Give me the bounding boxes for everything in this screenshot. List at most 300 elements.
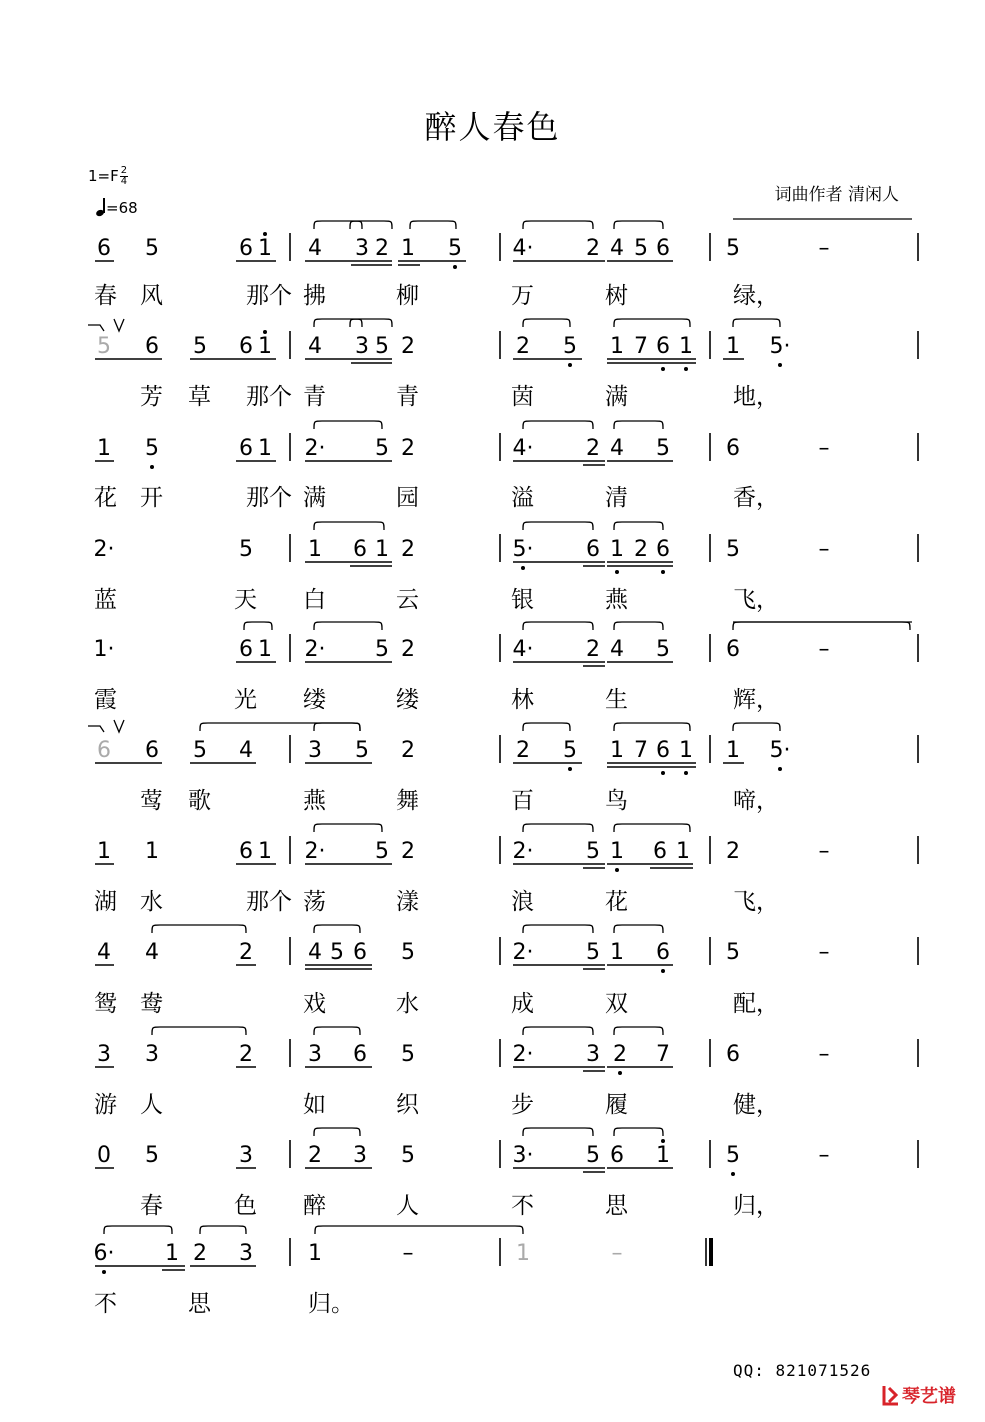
score-note: 5 xyxy=(656,637,670,662)
octave-dot-high xyxy=(263,330,267,334)
key-text: 1=F xyxy=(88,167,119,185)
slur xyxy=(523,622,593,630)
score-note: 3 xyxy=(308,1042,322,1067)
score-note: 4· xyxy=(512,436,534,461)
lyric-text: 百 xyxy=(511,788,534,814)
score-note: 1 xyxy=(97,436,111,461)
lyric-text: 鸟 xyxy=(605,788,628,814)
score-note: 6 xyxy=(145,738,159,763)
score-note: 2 xyxy=(613,1042,627,1067)
slur xyxy=(614,824,690,832)
score-note: 6 xyxy=(353,537,367,562)
score-note: – xyxy=(818,436,830,461)
score-note: 4 xyxy=(610,637,624,662)
score-note: 5 xyxy=(448,236,462,261)
score-note: 4· xyxy=(512,236,534,261)
score-note: 4 xyxy=(610,436,624,461)
score-note: 6 xyxy=(353,940,367,965)
score-note: – xyxy=(818,537,830,562)
score-note: 5 xyxy=(401,1042,415,1067)
score-note: 1 xyxy=(97,839,111,864)
score-note: 2 xyxy=(726,839,740,864)
score-note: 5 xyxy=(145,436,159,461)
song-title: 醉人春色 xyxy=(424,108,561,146)
score-note: 6 xyxy=(656,738,670,763)
lyric-text: 拂 xyxy=(303,283,326,309)
lyric-text: 银 xyxy=(511,587,534,613)
score-note: 2· xyxy=(512,940,534,965)
slur xyxy=(350,319,392,327)
score-note: 5· xyxy=(512,537,534,562)
slur xyxy=(523,1128,593,1136)
lyric-text: 燕 xyxy=(605,587,628,613)
slur xyxy=(733,723,780,731)
lyric-text: 成 xyxy=(511,991,534,1017)
score-note: 5 xyxy=(145,236,159,261)
score-note: 5 xyxy=(375,334,389,359)
score-note: 2· xyxy=(512,839,534,864)
lyric-text: 那个 xyxy=(246,889,292,915)
lyric-text: 配， xyxy=(733,991,779,1017)
score-note: 5 xyxy=(726,236,740,261)
score-note: – xyxy=(818,637,830,662)
score-note: 3 xyxy=(97,1042,111,1067)
lyric-text: 云 xyxy=(396,587,419,613)
score-note: 5 xyxy=(586,839,600,864)
lyric-text: 人 xyxy=(396,1193,419,1219)
score-note: 2 xyxy=(586,637,600,662)
score-note: 3 xyxy=(308,738,322,763)
slur xyxy=(733,622,910,630)
score-note: 6 xyxy=(97,236,111,261)
lyric-text: 履 xyxy=(605,1092,628,1118)
logo-text: 琴艺谱 xyxy=(902,1386,956,1407)
score-note: 5 xyxy=(586,1143,600,1168)
lyric-text: 缕 xyxy=(396,687,419,713)
score-note: 2 xyxy=(401,839,415,864)
score-note: – xyxy=(818,839,830,864)
score-note: 5 xyxy=(726,940,740,965)
score-note: 5 xyxy=(375,839,389,864)
lyric-text: 那个 xyxy=(246,384,292,410)
slur xyxy=(614,723,690,731)
octave-dot-low xyxy=(778,363,782,367)
score-note: 5 xyxy=(97,334,111,359)
score-note: 6 xyxy=(239,236,253,261)
score-note: 3 xyxy=(145,1042,159,1067)
slur xyxy=(314,723,360,731)
lyric-text: 柳 xyxy=(396,283,419,309)
score-note: 1 xyxy=(258,334,272,359)
lyric-text: 双 xyxy=(605,991,628,1017)
lyric-text: 春 xyxy=(94,283,117,309)
score-note: 2 xyxy=(239,1042,253,1067)
octave-dot-high xyxy=(263,232,267,236)
lyric-text: 风 xyxy=(140,283,163,309)
octave-dot-low xyxy=(615,868,619,872)
slur xyxy=(523,421,593,429)
score-note: 4 xyxy=(145,940,159,965)
score-note: 1 xyxy=(726,334,740,359)
score-note: 2 xyxy=(401,637,415,662)
lyric-text: 天 xyxy=(234,587,257,613)
score-note: 7 xyxy=(656,1042,670,1067)
octave-dot-low xyxy=(521,566,525,570)
score-note: 2 xyxy=(308,1143,322,1168)
slur xyxy=(152,925,246,933)
score-note: 6 xyxy=(97,738,111,763)
slur xyxy=(314,319,362,327)
octave-dot-low xyxy=(661,771,665,775)
score-note: 5 xyxy=(401,940,415,965)
octave-dot-high xyxy=(661,1139,665,1143)
score-note: 6 xyxy=(239,637,253,662)
lyric-text: 地， xyxy=(733,384,779,410)
score-note: 7 xyxy=(634,738,648,763)
slur xyxy=(614,925,663,933)
lyric-text: 水 xyxy=(396,991,419,1017)
score-note: 4 xyxy=(308,236,322,261)
lyric-text: 那个 xyxy=(246,283,292,309)
octave-dot-low xyxy=(615,570,619,574)
lyric-text: 归， xyxy=(733,1193,779,1219)
breath-mark xyxy=(88,726,104,732)
slur xyxy=(315,1226,523,1234)
slur xyxy=(523,925,593,933)
lyric-text: 生 xyxy=(605,687,628,713)
score-note: 2· xyxy=(304,839,326,864)
score-note: 3· xyxy=(512,1143,534,1168)
score-note: 4 xyxy=(308,940,322,965)
score-note: 7 xyxy=(634,334,648,359)
lyric-text: 满 xyxy=(605,384,628,410)
slur xyxy=(314,421,382,429)
lyric-text: 那个 xyxy=(246,485,292,511)
slur xyxy=(244,622,272,630)
lyric-text: 飞， xyxy=(733,587,779,613)
lyric-text: 林 xyxy=(511,687,534,713)
lyric-text: 光 xyxy=(234,687,257,713)
slur xyxy=(152,1027,246,1035)
slur xyxy=(614,622,663,630)
lyric-text: 香， xyxy=(733,485,779,511)
lyric-text: 如 xyxy=(303,1092,326,1118)
slur xyxy=(314,1027,360,1035)
lyric-text: 蓝 xyxy=(94,587,117,613)
score-note: 1 xyxy=(308,537,322,562)
slur xyxy=(314,824,382,832)
score-note: 1 xyxy=(610,334,624,359)
score-note: 3 xyxy=(355,236,369,261)
lyric-text: 青 xyxy=(396,384,419,410)
score-note: 1 xyxy=(610,940,624,965)
score-note: 2· xyxy=(304,436,326,461)
slur xyxy=(200,1226,246,1234)
lyric-text: 漾 xyxy=(396,889,419,915)
score-note: 2 xyxy=(401,334,415,359)
lyric-text: 荡 xyxy=(303,889,326,915)
lyric-text: 健， xyxy=(733,1092,779,1118)
score-note: 1 xyxy=(679,334,693,359)
octave-dot-low xyxy=(684,771,688,775)
score-note: 3 xyxy=(353,1143,367,1168)
score-note: 5 xyxy=(193,738,207,763)
score-note: 2 xyxy=(375,236,389,261)
score-note: 1 xyxy=(258,436,272,461)
lyric-text: 青 xyxy=(303,384,326,410)
lyric-text: 白 xyxy=(303,587,326,613)
lyric-text: 花 xyxy=(605,889,628,915)
score-note: 1· xyxy=(93,637,115,662)
score-note: 3 xyxy=(355,334,369,359)
octave-dot-low xyxy=(568,767,572,771)
lyric-text: 辉， xyxy=(733,687,779,713)
breath-mark xyxy=(88,325,104,331)
score-note: 5 xyxy=(563,334,577,359)
lyric-text: 人 xyxy=(140,1092,163,1118)
score-note: 1 xyxy=(679,738,693,763)
score-note: 6 xyxy=(656,940,670,965)
score-note: 1 xyxy=(726,738,740,763)
lyric-text: 色 xyxy=(234,1193,257,1219)
slur xyxy=(614,1027,663,1035)
slur xyxy=(350,221,392,229)
score-note: 2· xyxy=(512,1042,534,1067)
score-note: 2 xyxy=(516,738,530,763)
score-note: 2· xyxy=(304,637,326,662)
score-note: 5 xyxy=(355,738,369,763)
score-note: – xyxy=(818,1143,830,1168)
score-note: – xyxy=(818,940,830,965)
lyric-text: 缕 xyxy=(303,687,326,713)
lyric-text: 溢 xyxy=(511,485,534,511)
slur xyxy=(523,1027,593,1035)
lyric-text: 开 xyxy=(140,485,163,511)
score-note: 2 xyxy=(239,940,253,965)
lyric-text: 舞 xyxy=(396,788,419,814)
score-note: 6 xyxy=(726,1042,740,1067)
site-logo xyxy=(880,1380,975,1410)
score-note: 1 xyxy=(258,236,272,261)
octave-dot-low xyxy=(568,363,572,367)
score-note: 2 xyxy=(401,436,415,461)
qq-contact: QQ: 821071526 xyxy=(733,1361,872,1380)
score-note: 1 xyxy=(258,839,272,864)
score-note: 1 xyxy=(610,839,624,864)
lyric-text: 园 xyxy=(396,485,419,511)
score-note: 5 xyxy=(401,1143,415,1168)
score-note: 6 xyxy=(239,334,253,359)
lyric-text: 思 xyxy=(188,1291,211,1317)
lyric-text: 树 xyxy=(605,283,628,309)
time-bottom: 4 xyxy=(120,176,128,187)
score-note: 4 xyxy=(610,236,624,261)
score-note: 5 xyxy=(375,637,389,662)
slur xyxy=(523,319,570,327)
octave-dot-low xyxy=(150,465,154,469)
lyric-text: 燕 xyxy=(303,788,326,814)
composer-credit: 词曲作者 清闲人 xyxy=(774,185,899,205)
score-note: 1 xyxy=(165,1241,179,1266)
score-note: 1 xyxy=(375,537,389,562)
lyric-text: 万 xyxy=(511,283,534,309)
score-note: 4· xyxy=(512,637,534,662)
score-note: – xyxy=(611,1241,623,1266)
lyric-text: 思 xyxy=(605,1193,628,1219)
time-top: 2 xyxy=(120,165,128,176)
score-note: 5 xyxy=(375,436,389,461)
score-note: 4 xyxy=(97,940,111,965)
octave-dot-low xyxy=(661,367,665,371)
score-note: 2 xyxy=(193,1241,207,1266)
logo-icon xyxy=(880,1380,975,1410)
octave-dot-low xyxy=(661,969,665,973)
slur xyxy=(523,221,593,229)
score-note: 1 xyxy=(516,1241,530,1266)
lyric-text: 芳 xyxy=(140,384,163,410)
score-note: 2· xyxy=(93,537,115,562)
lyric-text: 鸯 xyxy=(140,991,163,1017)
lyric-text: 游 xyxy=(94,1092,117,1118)
score-note: 5 xyxy=(193,334,207,359)
lyric-text: 鸳 xyxy=(94,991,117,1017)
score-note: 5 xyxy=(145,1143,159,1168)
score-note: 2 xyxy=(401,738,415,763)
lyric-text: 不 xyxy=(94,1291,117,1317)
slur xyxy=(614,1128,663,1136)
octave-dot-low xyxy=(684,367,688,371)
slur xyxy=(523,723,570,731)
lyric-text: 不 xyxy=(511,1193,534,1219)
breath-v-mark xyxy=(114,720,124,732)
lyric-text: 醉 xyxy=(303,1193,326,1219)
score-note: 1 xyxy=(656,1143,670,1168)
score-note: 5 xyxy=(726,1143,740,1168)
score-note: 1 xyxy=(401,236,415,261)
lyric-text: 春 xyxy=(140,1193,163,1219)
score-note: 6 xyxy=(726,436,740,461)
score-note: 6 xyxy=(610,1143,624,1168)
slur xyxy=(614,221,663,229)
score-note: 1 xyxy=(610,537,624,562)
slur xyxy=(200,723,360,731)
slur xyxy=(614,421,663,429)
score-note: 1 xyxy=(676,839,690,864)
octave-dot-low xyxy=(618,1071,622,1075)
score-note: 6 xyxy=(656,334,670,359)
score-note: 0 xyxy=(97,1143,111,1168)
score-note: 3 xyxy=(586,1042,600,1067)
score-note: 1 xyxy=(308,1241,322,1266)
lyric-text: 莺 xyxy=(140,788,163,814)
score-note: 5 xyxy=(586,940,600,965)
slur xyxy=(410,221,456,229)
score-note: 6 xyxy=(239,436,253,461)
score-note: 5 xyxy=(563,738,577,763)
score-note: 6 xyxy=(656,537,670,562)
lyric-text: 戏 xyxy=(303,991,326,1017)
slur xyxy=(523,824,593,832)
score-note: 4 xyxy=(239,738,253,763)
score-note: 5 xyxy=(239,537,253,562)
score-note: 4 xyxy=(308,334,322,359)
lyric-text: 满 xyxy=(303,485,326,511)
lyric-text: 歌 xyxy=(188,788,211,814)
octave-dot-low xyxy=(778,767,782,771)
score-note: 1 xyxy=(145,839,159,864)
slur xyxy=(314,522,384,530)
slur xyxy=(733,319,780,327)
score-note: 6 xyxy=(726,637,740,662)
score-note: 6 xyxy=(239,839,253,864)
score-note: 5· xyxy=(769,738,791,763)
lyric-text: 归。 xyxy=(308,1291,354,1317)
lyric-text: 霞 xyxy=(94,687,117,713)
octave-dot-low xyxy=(453,265,457,269)
score-note: 2 xyxy=(634,537,648,562)
lyric-text: 清 xyxy=(605,485,628,511)
score-note: – xyxy=(402,1241,414,1266)
lyric-text: 飞， xyxy=(733,889,779,915)
score-note: 6 xyxy=(353,1042,367,1067)
octave-dot-low xyxy=(661,570,665,574)
score-note: 5 xyxy=(634,236,648,261)
score-note: 5 xyxy=(330,940,344,965)
breath-v-mark xyxy=(114,319,124,331)
slur xyxy=(314,925,360,933)
lyric-text: 湖 xyxy=(94,889,117,915)
lyric-text: 浪 xyxy=(511,889,534,915)
slur xyxy=(314,221,362,229)
lyric-text: 水 xyxy=(140,889,163,915)
slur xyxy=(523,522,593,530)
score-note: 5· xyxy=(769,334,791,359)
slur xyxy=(614,522,663,530)
score-note: – xyxy=(818,1042,830,1067)
score-note: – xyxy=(818,236,830,261)
score-note: 2 xyxy=(401,537,415,562)
lyric-text: 织 xyxy=(396,1092,419,1118)
tempo-value: =68 xyxy=(106,199,138,217)
score-note: 6 xyxy=(653,839,667,864)
lyric-text: 茵 xyxy=(511,384,534,410)
slur xyxy=(314,1128,360,1136)
octave-dot-low xyxy=(102,1270,106,1274)
score-note: 6 xyxy=(586,537,600,562)
slur xyxy=(314,622,382,630)
slur xyxy=(614,319,690,327)
lyric-text: 啼， xyxy=(733,788,779,814)
score-note: 5 xyxy=(726,537,740,562)
score-note: 2 xyxy=(586,436,600,461)
lyric-text: 花 xyxy=(94,485,117,511)
octave-dot-low xyxy=(731,1172,735,1176)
score-note: 1 xyxy=(610,738,624,763)
score-note: 5 xyxy=(656,436,670,461)
score-note: 1 xyxy=(258,637,272,662)
score-note: 6· xyxy=(93,1241,115,1266)
lyric-text: 绿， xyxy=(733,283,779,309)
score-note: 3 xyxy=(239,1143,253,1168)
score-note: 6 xyxy=(656,236,670,261)
lyric-text: 草 xyxy=(188,384,211,410)
slur xyxy=(104,1226,172,1234)
score-note: 6 xyxy=(145,334,159,359)
score-note: 2 xyxy=(516,334,530,359)
score-note: 2 xyxy=(586,236,600,261)
score-note: 3 xyxy=(239,1241,253,1266)
lyric-text: 步 xyxy=(511,1092,534,1118)
